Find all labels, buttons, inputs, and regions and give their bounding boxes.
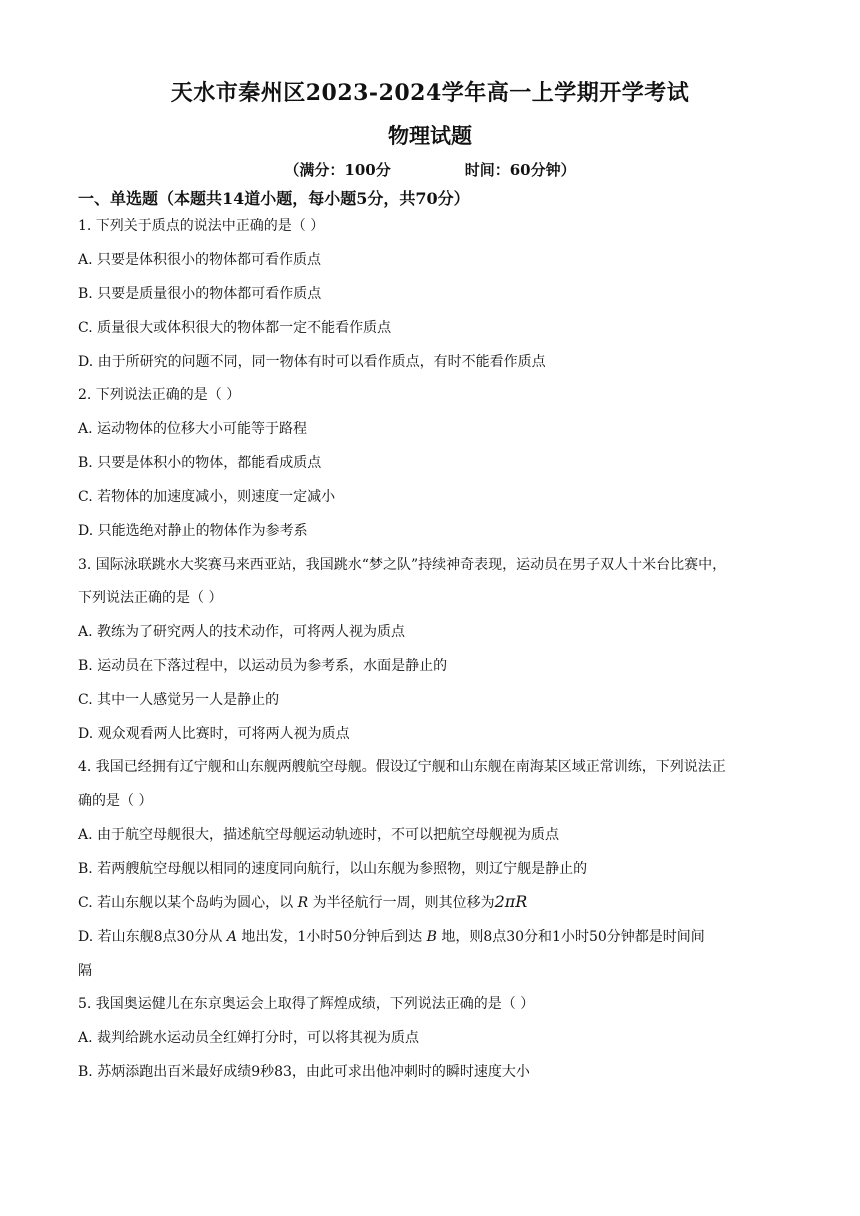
variable-b: B [426, 929, 437, 945]
question-2-option-c: C. 若物体的加速度减小，则速度一定减小 [78, 489, 336, 505]
question-5-option-a: A. 裁判给跳水运动员全红婵打分时，可以将其视为质点 [78, 1030, 420, 1046]
question-4-stem-line1: 4. 我国已经拥有辽宁舰和山东舰两艘航空母舰。假设辽宁舰和山东舰在南海某区域正常训练，下列说法正 [78, 759, 726, 775]
question-4-option-c: C. 若山东舰以某个岛屿为圆心，以 R 为半径航行一周，则其位移为2πR [78, 892, 528, 911]
question-4-option-d-line2: 隔 [78, 963, 92, 979]
question-4-stem-line2: 确的是（ ） [78, 793, 153, 809]
question-2-option-d: D. 只能选绝对静止的物体作为参考系 [78, 523, 308, 539]
question-1-option-c: C. 质量很大或体积很大的物体都一定不能看作质点 [78, 320, 392, 336]
question-3-stem-line2: 下列说法正确的是（ ） [78, 590, 223, 606]
question-5-stem: 5. 我国奥运健儿在东京奥运会上取得了辉煌成绩，下列说法正确的是（ ） [78, 996, 535, 1012]
exam-subtitle: 物理试题 [388, 123, 472, 148]
question-2-stem: 2. 下列说法正确的是（ ） [78, 387, 241, 403]
question-5-option-b: B. 苏炳添跑出百米最好成绩9秒83，由此可求出他冲刺时的瞬时速度大小 [78, 1064, 530, 1080]
exam-meta [0, 159, 860, 180]
exam-title: 天水市秦州区2023-2024学年高一上学期开学考试 [170, 80, 690, 106]
section-title: 一、单选题（本题共14道小题，每小题5分，共70分） [78, 189, 470, 208]
question-3-stem-line1: 3. 国际泳联跳水大奖赛马来西亚站，我国跳水“梦之队”持续神奇表现，运动员在男子双人十米台比赛中， [78, 557, 727, 573]
question-1-stem: 1. 下列关于质点的说法中正确的是（ ） [78, 218, 325, 234]
exam-time: 时间：60分钟） [464, 161, 576, 179]
question-3-option-a: A. 教练为了研究两人的技术动作，可将两人视为质点 [78, 624, 406, 640]
question-2-option-a: A. 运动物体的位移大小可能等于路程 [78, 421, 308, 437]
question-3-option-c: C. 其中一人感觉另一人是静止的 [78, 692, 280, 708]
full-score: （满分：100分 [284, 161, 391, 179]
question-1-option-d: D. 由于所研究的问题不同，同一物体有时可以看作质点，有时不能看作质点 [78, 354, 546, 370]
variable-r: R [297, 895, 309, 911]
formula-2pir: 2πR [494, 892, 528, 911]
variable-a: A [226, 929, 237, 945]
question-1-option-b: B. 只要是质量很小的物体都可看作质点 [78, 286, 322, 302]
question-3-option-b: B. 运动员在下落过程中，以运动员为参考系，水面是静止的 [78, 658, 448, 674]
question-4-option-a: A. 由于航空母舰很大，描述航空母舰运动轨迹时，不可以把航空母舰视为质点 [78, 827, 560, 843]
question-4-option-d: D. 若山东舰8点30分从 A 地出发，1小时50分钟后到达 B 地，则8点30分和1小时50分钟都是时间间 [78, 929, 705, 945]
question-4-option-b: B. 若两艘航空母舰以相同的速度同向航行，以山东舰为参照物，则辽宁舰是静止的 [78, 861, 588, 877]
question-2-option-b: B. 只要是体积小的物体，都能看成质点 [78, 455, 322, 471]
question-1-option-a: A. 只要是体积很小的物体都可看作质点 [78, 252, 322, 268]
question-3-option-d: D. 观众观看两人比赛时，可将两人视为质点 [78, 726, 350, 742]
